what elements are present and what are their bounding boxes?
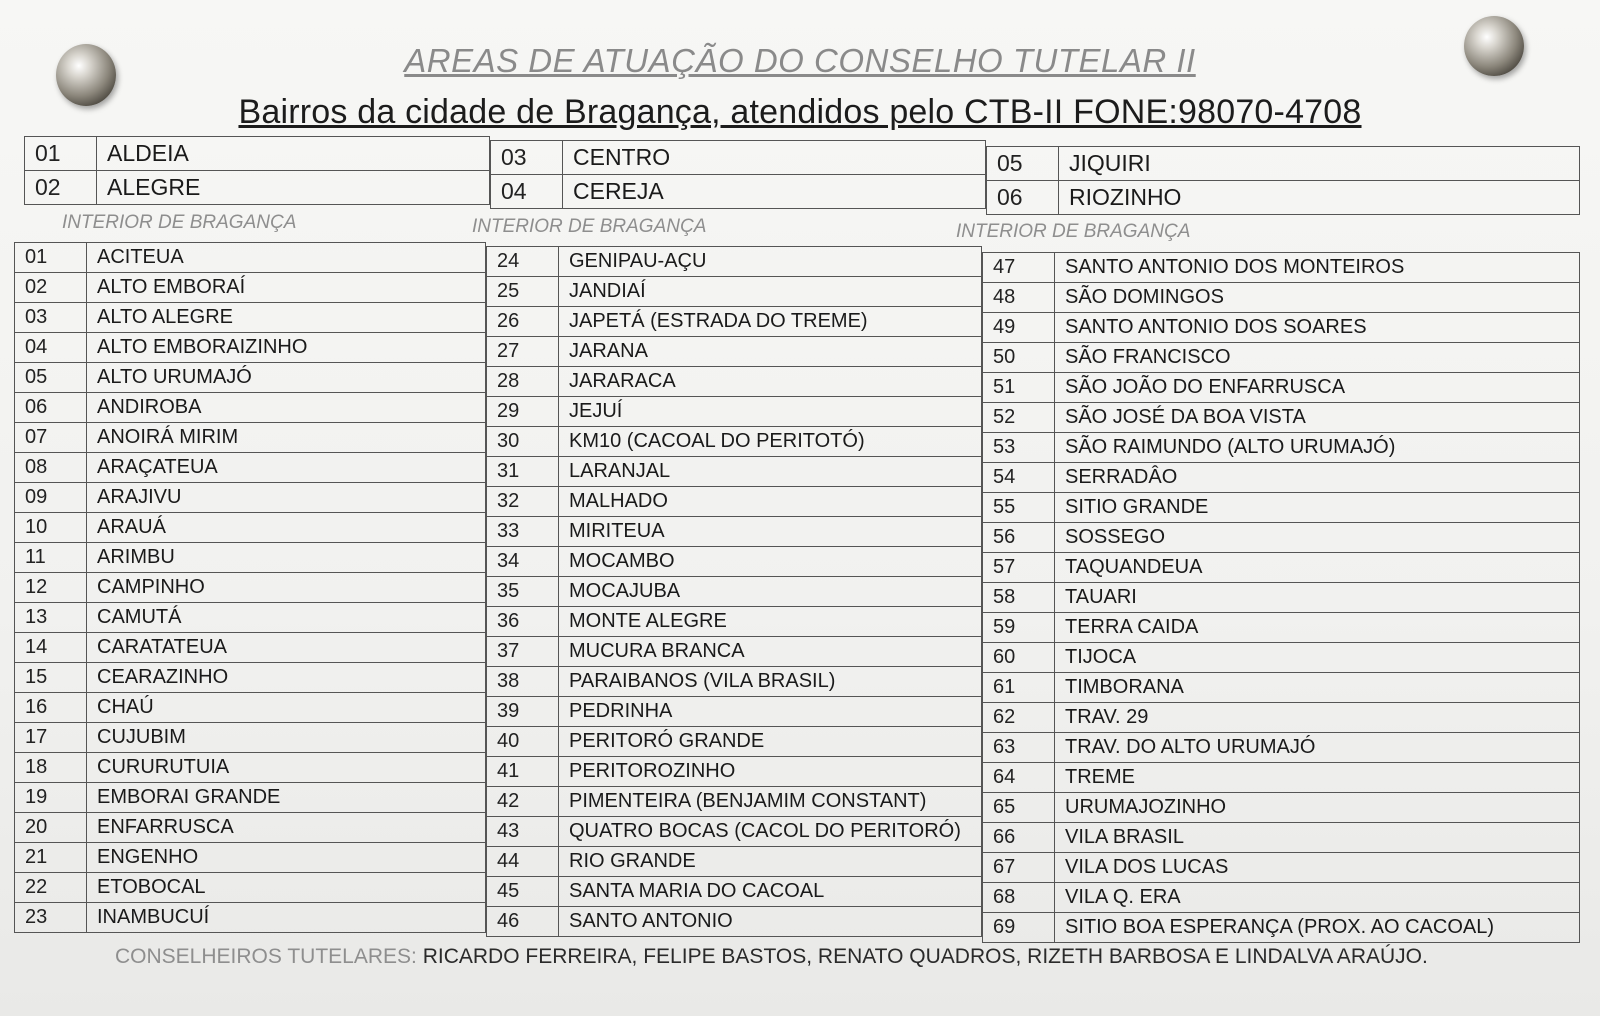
row-name: CENTRO bbox=[563, 141, 986, 175]
row-number: 17 bbox=[15, 723, 87, 753]
table-row bbox=[983, 433, 1580, 463]
row-name: SANTA MARIA DO CACOAL bbox=[559, 877, 982, 907]
table-row bbox=[987, 147, 1580, 181]
row-number: 42 bbox=[487, 787, 559, 817]
row-name: SANTO ANTONIO DOS SOARES bbox=[1055, 313, 1580, 343]
row-name: INAMBUCUÍ bbox=[87, 903, 486, 933]
table-row bbox=[15, 303, 486, 333]
row-name: MIRITEUA bbox=[559, 517, 982, 547]
row-name: TRAV. 29 bbox=[1055, 703, 1580, 733]
table-row bbox=[983, 793, 1580, 823]
table-row bbox=[15, 603, 486, 633]
bairros-table-3 bbox=[986, 146, 1580, 215]
table-row bbox=[487, 637, 982, 667]
row-name: MUCURA BRANCA bbox=[559, 637, 982, 667]
table-row bbox=[983, 493, 1580, 523]
row-number: 04 bbox=[15, 333, 87, 363]
row-name: TIJOCA bbox=[1055, 643, 1580, 673]
row-number: 14 bbox=[15, 633, 87, 663]
row-number: 03 bbox=[15, 303, 87, 333]
row-name: PARAIBANOS (VILA BRASIL) bbox=[559, 667, 982, 697]
row-number: 36 bbox=[487, 607, 559, 637]
table-row bbox=[983, 883, 1580, 913]
row-number: 02 bbox=[15, 273, 87, 303]
table-row bbox=[987, 181, 1580, 215]
table-row bbox=[15, 543, 486, 573]
row-name: TAQUANDEUA bbox=[1055, 553, 1580, 583]
row-name: ALDEIA bbox=[97, 137, 490, 171]
row-number: 20 bbox=[15, 813, 87, 843]
row-number: 43 bbox=[487, 817, 559, 847]
table-row bbox=[487, 457, 982, 487]
table-row bbox=[15, 393, 486, 423]
table-row bbox=[983, 913, 1580, 943]
row-number: 56 bbox=[983, 523, 1055, 553]
row-name: ALTO ALEGRE bbox=[87, 303, 486, 333]
row-number: 55 bbox=[983, 493, 1055, 523]
row-name: ARAJIVU bbox=[87, 483, 486, 513]
row-name: SÃO JOÃO DO ENFARRUSCA bbox=[1055, 373, 1580, 403]
row-name: QUATRO BOCAS (CACOL DO PERITORÓ) bbox=[559, 817, 982, 847]
row-number: 57 bbox=[983, 553, 1055, 583]
row-name: ANDIROBA bbox=[87, 393, 486, 423]
table-row bbox=[983, 403, 1580, 433]
row-number: 62 bbox=[983, 703, 1055, 733]
row-name: TERRA CAIDA bbox=[1055, 613, 1580, 643]
row-name: ETOBOCAL bbox=[87, 873, 486, 903]
interior-table-2 bbox=[486, 246, 982, 937]
row-name: CEREJA bbox=[563, 175, 986, 209]
table-row bbox=[15, 693, 486, 723]
row-number: 58 bbox=[983, 583, 1055, 613]
row-number: 22 bbox=[15, 873, 87, 903]
table-row bbox=[983, 373, 1580, 403]
section-label-interior: INTERIOR DE BRAGANÇA bbox=[956, 221, 1191, 242]
row-number: 24 bbox=[487, 247, 559, 277]
table-row bbox=[487, 877, 982, 907]
row-name: SÃO DOMINGOS bbox=[1055, 283, 1580, 313]
table-row bbox=[15, 723, 486, 753]
row-name: VILA Q. ERA bbox=[1055, 883, 1580, 913]
row-name: VILA BRASIL bbox=[1055, 823, 1580, 853]
page-subtitle: Bairros da cidade de Bragança, atendidos pelo CTB-II FONE:98070-4708 bbox=[238, 93, 1362, 131]
row-name: ALEGRE bbox=[97, 171, 490, 205]
section-label-interior: INTERIOR DE BRAGANÇA bbox=[472, 216, 707, 237]
row-number: 29 bbox=[487, 397, 559, 427]
table-row bbox=[983, 823, 1580, 853]
row-name: VILA DOS LUCAS bbox=[1055, 853, 1580, 883]
row-name: TREME bbox=[1055, 763, 1580, 793]
row-number: 44 bbox=[487, 847, 559, 877]
table-row bbox=[25, 137, 490, 171]
row-name: EMBORAI GRANDE bbox=[87, 783, 486, 813]
row-number: 06 bbox=[987, 181, 1059, 215]
row-number: 10 bbox=[15, 513, 87, 543]
row-name: CAMPINHO bbox=[87, 573, 486, 603]
row-number: 06 bbox=[15, 393, 87, 423]
row-name: LARANJAL bbox=[559, 457, 982, 487]
row-name: MOCAMBO bbox=[559, 547, 982, 577]
row-number: 51 bbox=[983, 373, 1055, 403]
row-name: SITIO BOA ESPERANÇA (PROX. AO CACOAL) bbox=[1055, 913, 1580, 943]
row-name: TIMBORANA bbox=[1055, 673, 1580, 703]
row-name: ALTO EMBORAÍ bbox=[87, 273, 486, 303]
table-row bbox=[487, 397, 982, 427]
footer-label: CONSELHEIROS TUTELARES: bbox=[115, 945, 417, 968]
row-name: JIQUIRI bbox=[1059, 147, 1580, 181]
row-name: CHAÚ bbox=[87, 693, 486, 723]
row-number: 69 bbox=[983, 913, 1055, 943]
table-row bbox=[487, 757, 982, 787]
row-number: 34 bbox=[487, 547, 559, 577]
row-number: 65 bbox=[983, 793, 1055, 823]
row-name: JANDIAÍ bbox=[559, 277, 982, 307]
row-number: 01 bbox=[25, 137, 97, 171]
row-name: SÃO FRANCISCO bbox=[1055, 343, 1580, 373]
row-number: 08 bbox=[15, 453, 87, 483]
table-row bbox=[983, 673, 1580, 703]
row-name: SÃO JOSÉ DA BOA VISTA bbox=[1055, 403, 1580, 433]
page-title: AREAS DE ATUAÇÃO DO CONSELHO TUTELAR II bbox=[404, 42, 1196, 79]
table-row bbox=[983, 583, 1580, 613]
table-row bbox=[983, 703, 1580, 733]
table-row bbox=[487, 487, 982, 517]
table-row bbox=[487, 517, 982, 547]
row-name: JAPETÁ (ESTRADA DO TREME) bbox=[559, 307, 982, 337]
row-number: 39 bbox=[487, 697, 559, 727]
table-row bbox=[15, 663, 486, 693]
table-row bbox=[15, 243, 486, 273]
row-name: CARATATEUA bbox=[87, 633, 486, 663]
bairros-table-2 bbox=[490, 140, 986, 209]
row-number: 52 bbox=[983, 403, 1055, 433]
row-number: 46 bbox=[487, 907, 559, 937]
row-name: ARAÇATEUA bbox=[87, 453, 486, 483]
row-name: RIOZINHO bbox=[1059, 181, 1580, 215]
row-number: 47 bbox=[983, 253, 1055, 283]
table-row bbox=[25, 171, 490, 205]
table-row bbox=[487, 727, 982, 757]
row-number: 16 bbox=[15, 693, 87, 723]
row-number: 31 bbox=[487, 457, 559, 487]
table-row bbox=[983, 763, 1580, 793]
row-number: 21 bbox=[15, 843, 87, 873]
table-row bbox=[491, 141, 986, 175]
table-row bbox=[487, 907, 982, 937]
row-name: ALTO EMBORAIZINHO bbox=[87, 333, 486, 363]
row-name: CURURUTUIA bbox=[87, 753, 486, 783]
row-name: PERITORÓ GRANDE bbox=[559, 727, 982, 757]
row-number: 49 bbox=[983, 313, 1055, 343]
table-row bbox=[487, 847, 982, 877]
table-row bbox=[983, 343, 1580, 373]
row-number: 07 bbox=[15, 423, 87, 453]
row-number: 05 bbox=[15, 363, 87, 393]
row-number: 37 bbox=[487, 637, 559, 667]
row-number: 18 bbox=[15, 753, 87, 783]
table-row bbox=[487, 667, 982, 697]
row-number: 38 bbox=[487, 667, 559, 697]
row-number: 04 bbox=[491, 175, 563, 209]
row-name: RIO GRANDE bbox=[559, 847, 982, 877]
row-number: 23 bbox=[15, 903, 87, 933]
row-number: 02 bbox=[25, 171, 97, 205]
table-row bbox=[983, 733, 1580, 763]
interior-table-3 bbox=[982, 252, 1580, 943]
row-name: MONTE ALEGRE bbox=[559, 607, 982, 637]
row-name: CEARAZINHO bbox=[87, 663, 486, 693]
row-name: KM10 (CACOAL DO PERITOTÓ) bbox=[559, 427, 982, 457]
row-number: 09 bbox=[15, 483, 87, 513]
row-name: ALTO URUMAJÓ bbox=[87, 363, 486, 393]
row-number: 28 bbox=[487, 367, 559, 397]
row-number: 45 bbox=[487, 877, 559, 907]
row-name: MALHADO bbox=[559, 487, 982, 517]
row-name: MOCAJUBA bbox=[559, 577, 982, 607]
footer-counselors bbox=[115, 945, 1428, 969]
table-row bbox=[487, 607, 982, 637]
table-row bbox=[487, 307, 982, 337]
row-number: 35 bbox=[487, 577, 559, 607]
table-row bbox=[15, 753, 486, 783]
row-number: 66 bbox=[983, 823, 1055, 853]
row-number: 05 bbox=[987, 147, 1059, 181]
table-row bbox=[15, 423, 486, 453]
row-name: TAUARI bbox=[1055, 583, 1580, 613]
table-row bbox=[983, 253, 1580, 283]
row-number: 25 bbox=[487, 277, 559, 307]
row-number: 53 bbox=[983, 433, 1055, 463]
row-number: 50 bbox=[983, 343, 1055, 373]
row-name: SANTO ANTONIO DOS MONTEIROS bbox=[1055, 253, 1580, 283]
row-name: ACITEUA bbox=[87, 243, 486, 273]
row-number: 27 bbox=[487, 337, 559, 367]
row-number: 61 bbox=[983, 673, 1055, 703]
row-number: 12 bbox=[15, 573, 87, 603]
row-number: 67 bbox=[983, 853, 1055, 883]
row-name: ARIMBU bbox=[87, 543, 486, 573]
table-row bbox=[15, 813, 486, 843]
row-name: GENIPAU-AÇU bbox=[559, 247, 982, 277]
table-row bbox=[487, 817, 982, 847]
table-row bbox=[983, 853, 1580, 883]
table-row bbox=[15, 453, 486, 483]
table-row bbox=[983, 313, 1580, 343]
row-name: ARAUÁ bbox=[87, 513, 486, 543]
row-number: 01 bbox=[15, 243, 87, 273]
table-row bbox=[983, 613, 1580, 643]
row-number: 26 bbox=[487, 307, 559, 337]
row-name: JARARACA bbox=[559, 367, 982, 397]
table-row bbox=[983, 523, 1580, 553]
row-name: ENGENHO bbox=[87, 843, 486, 873]
table-row bbox=[491, 175, 986, 209]
table-row bbox=[15, 783, 486, 813]
table-row bbox=[15, 903, 486, 933]
table-row bbox=[15, 873, 486, 903]
table-row bbox=[487, 247, 982, 277]
table-row bbox=[487, 577, 982, 607]
table-row bbox=[15, 513, 486, 543]
table-row bbox=[15, 333, 486, 363]
row-name: URUMAJOZINHO bbox=[1055, 793, 1580, 823]
row-number: 19 bbox=[15, 783, 87, 813]
row-number: 40 bbox=[487, 727, 559, 757]
row-name: SITIO GRANDE bbox=[1055, 493, 1580, 523]
table-row bbox=[487, 787, 982, 817]
row-number: 64 bbox=[983, 763, 1055, 793]
table-row bbox=[487, 337, 982, 367]
section-label-interior: INTERIOR DE BRAGANÇA bbox=[62, 212, 297, 233]
table-row bbox=[487, 277, 982, 307]
row-number: 30 bbox=[487, 427, 559, 457]
row-name: CAMUTÁ bbox=[87, 603, 486, 633]
table-row bbox=[15, 843, 486, 873]
row-number: 33 bbox=[487, 517, 559, 547]
table-row bbox=[487, 427, 982, 457]
row-name: PIMENTEIRA (BENJAMIM CONSTANT) bbox=[559, 787, 982, 817]
bairros-table-1 bbox=[24, 136, 490, 205]
row-name: CUJUBIM bbox=[87, 723, 486, 753]
row-number: 60 bbox=[983, 643, 1055, 673]
row-number: 54 bbox=[983, 463, 1055, 493]
table-row bbox=[15, 273, 486, 303]
row-name: SERRADÂO bbox=[1055, 463, 1580, 493]
row-number: 68 bbox=[983, 883, 1055, 913]
row-name: SÃO RAIMUNDO (ALTO URUMAJÓ) bbox=[1055, 433, 1580, 463]
table-row bbox=[15, 573, 486, 603]
row-name: ENFARRUSCA bbox=[87, 813, 486, 843]
row-number: 59 bbox=[983, 613, 1055, 643]
row-number: 32 bbox=[487, 487, 559, 517]
row-number: 41 bbox=[487, 757, 559, 787]
row-number: 63 bbox=[983, 733, 1055, 763]
row-name: PERITOROZINHO bbox=[559, 757, 982, 787]
row-number: 03 bbox=[491, 141, 563, 175]
footer-names: RICARDO FERREIRA, FELIPE BASTOS, RENATO QUADROS, RIZETH BARBOSA E LINDALVA ARAÚJO. bbox=[422, 945, 1428, 968]
row-name: SANTO ANTONIO bbox=[559, 907, 982, 937]
table-row bbox=[983, 643, 1580, 673]
table-row bbox=[487, 697, 982, 727]
table-row bbox=[487, 367, 982, 397]
table-row bbox=[15, 633, 486, 663]
row-name: ANOIRÁ MIRIM bbox=[87, 423, 486, 453]
row-number: 11 bbox=[15, 543, 87, 573]
table-row bbox=[983, 553, 1580, 583]
row-name: TRAV. DO ALTO URUMAJÓ bbox=[1055, 733, 1580, 763]
row-number: 48 bbox=[983, 283, 1055, 313]
row-number: 15 bbox=[15, 663, 87, 693]
row-name: PEDRINHA bbox=[559, 697, 982, 727]
row-name: JARANA bbox=[559, 337, 982, 367]
interior-table-1 bbox=[14, 242, 486, 933]
table-row bbox=[487, 547, 982, 577]
table-row bbox=[983, 463, 1580, 493]
row-name: JEJUÍ bbox=[559, 397, 982, 427]
table-row bbox=[15, 363, 486, 393]
row-number: 13 bbox=[15, 603, 87, 633]
table-row bbox=[15, 483, 486, 513]
row-name: SOSSEGO bbox=[1055, 523, 1580, 553]
table-row bbox=[983, 283, 1580, 313]
